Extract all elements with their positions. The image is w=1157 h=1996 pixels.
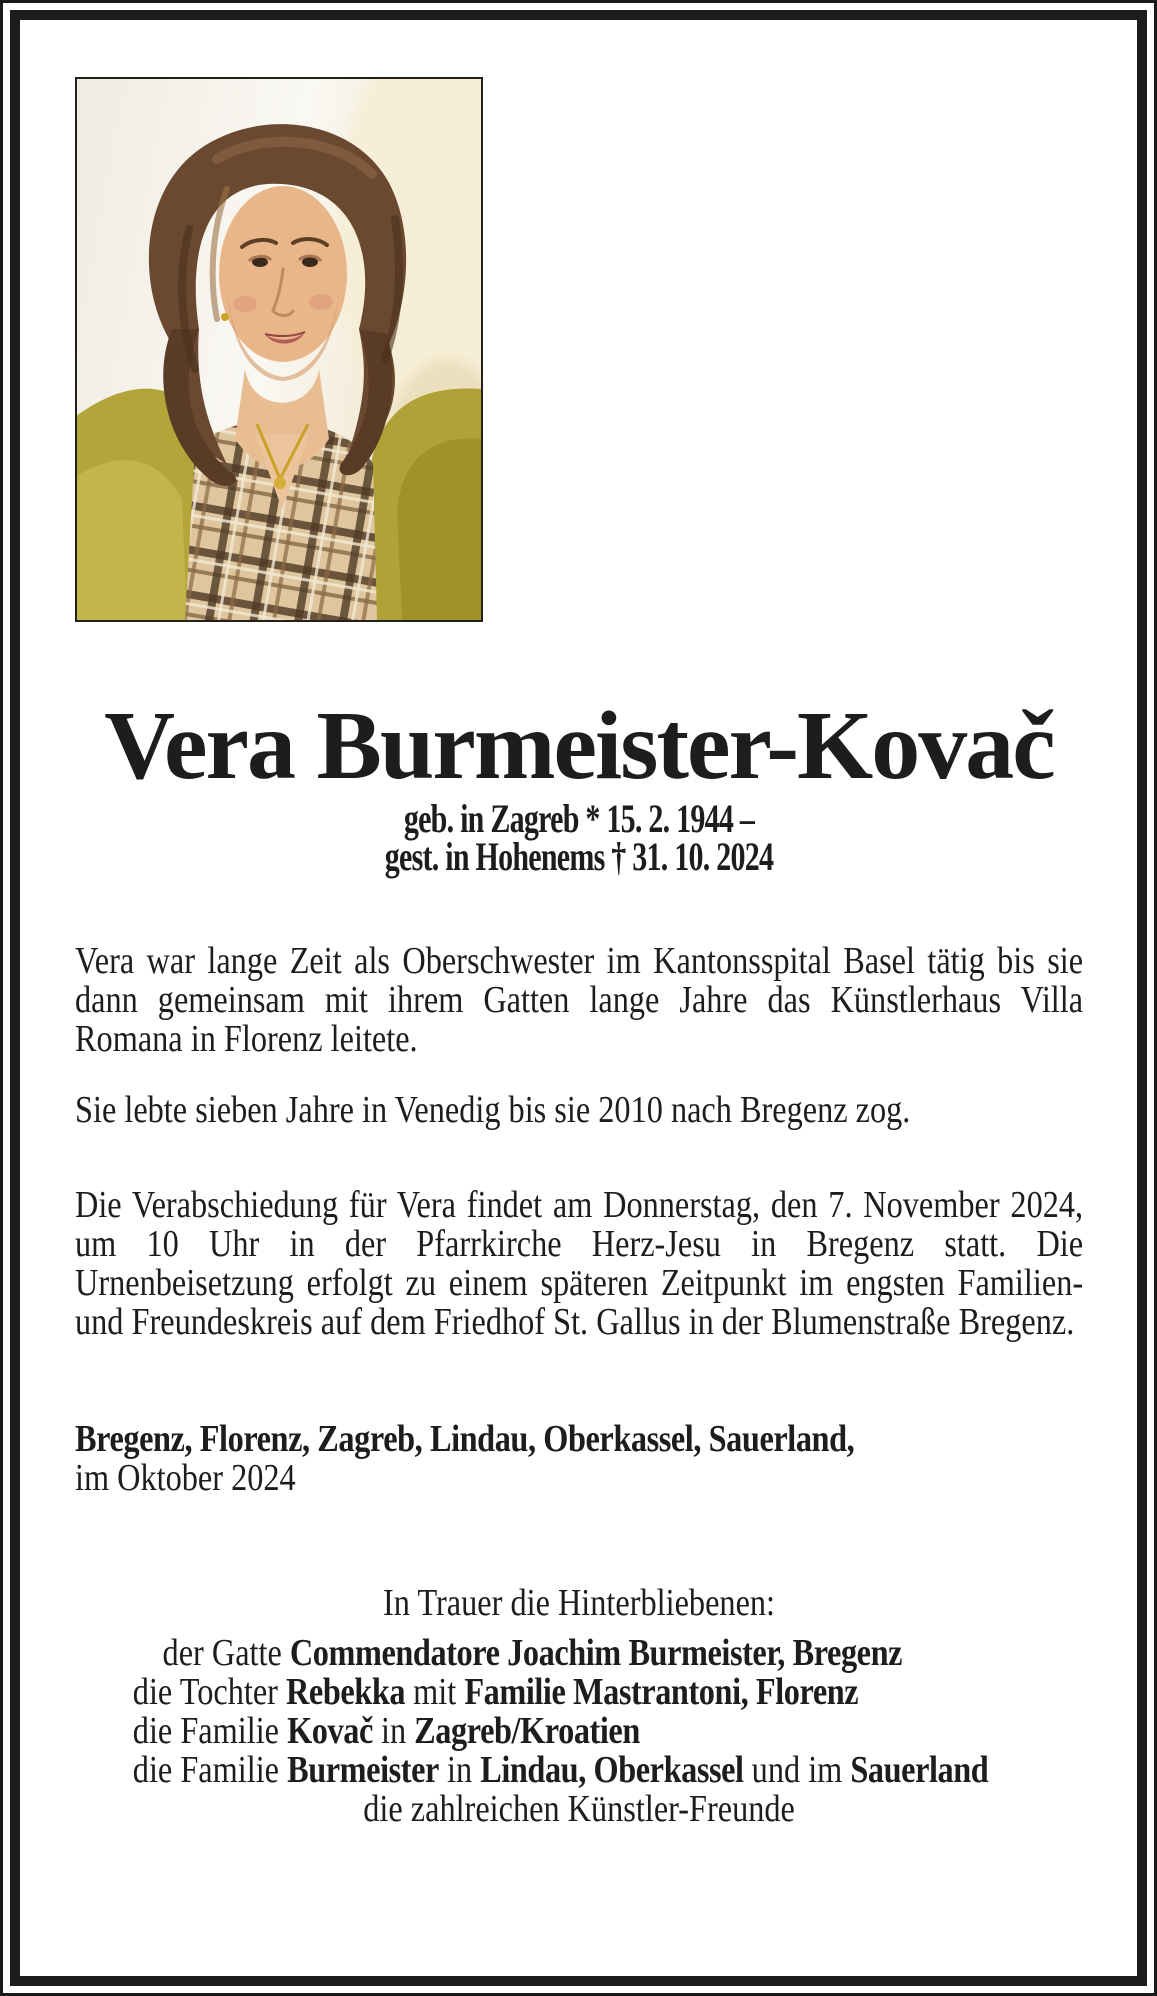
mourner-line — [75, 1673, 1083, 1712]
mourner-relation: in — [438, 1749, 481, 1791]
mourners-list — [75, 1634, 1083, 1829]
mourner-relation: die zahlreichen Künstler-Freunde — [363, 1788, 795, 1830]
mourner-relation: die Familie — [132, 1710, 288, 1752]
mourner-name: Zagreb/Kroatien — [414, 1710, 640, 1752]
mourner-relation: in — [372, 1710, 415, 1752]
mourner-relation: die Familie — [132, 1749, 288, 1791]
paragraph-career: Vera war lange Zeit als Oberschwester im Kantonsspital Basel tätig bis sie dann gemeinsam mit ihrem Gatten lange Jahre das Künstlerhaus Villa Romana in Florenz leitete. — [75, 940, 1084, 1060]
paragraph-venice: Sie lebte sieben Jahre in Venedig bis sie 2010 nach Bregenz zog. — [75, 1089, 911, 1131]
obituary-content — [20, 20, 1083, 1829]
mourner-name: Sauerland — [850, 1749, 989, 1791]
mourning-header: In Trauer die Hinterbliebenen: — [383, 1582, 776, 1624]
birth-line: geb. in Zagreb * 15. 2. 1944 – — [403, 796, 755, 841]
paragraph-farewell: Die Verabschiedung für Vera findet am Donnerstag, den 7. November 2024, um 10 Uhr in der Pfarrkirche Herz-Jesu in Bregenz statt. Die Urnenbeisetzung erfolgt zu einem späteren Zeitpunkt im engsten Familien- und Freundeskreis auf dem Friedhof St. Gallus in der Blumenstraße Bregenz. — [75, 1184, 1084, 1343]
mourner-line — [75, 1790, 1083, 1829]
mourner-relation: mit — [405, 1671, 465, 1713]
date-line: im Oktober 2024 — [75, 1457, 296, 1499]
portrait-illustration — [77, 79, 481, 620]
mourner-relation: der Gatte — [162, 1632, 290, 1674]
portrait-photo — [75, 77, 483, 622]
mourner-line — [75, 1634, 1083, 1673]
life-dates — [75, 796, 1083, 879]
mourner-relation: die Tochter — [132, 1671, 287, 1713]
mourner-line — [75, 1712, 1083, 1751]
mourner-relation: und im — [743, 1749, 851, 1791]
death-line: gest. in Hohenems † 31. 10. 2024 — [384, 834, 774, 879]
mourner-name: Familie Mastrantoni, Florenz — [464, 1671, 859, 1713]
deceased-name: Vera Burmeister-Kovač — [104, 692, 1054, 800]
places-line: Bregenz, Florenz, Zagreb, Lindau, Oberkassel, Sauerland, — [75, 1418, 855, 1460]
mourner-name: Lindau, Oberkassel — [480, 1749, 744, 1791]
inner-frame — [10, 10, 1147, 1986]
mourner-name: Kovač — [287, 1710, 373, 1752]
mourner-name: Commendatore Joachim Burmeister, Bregenz — [289, 1632, 903, 1674]
mourner-name: Rebekka — [286, 1671, 406, 1713]
mourner-name: Burmeister — [287, 1749, 439, 1791]
mourner-line — [75, 1751, 1083, 1790]
closing-block — [75, 1420, 1083, 1498]
